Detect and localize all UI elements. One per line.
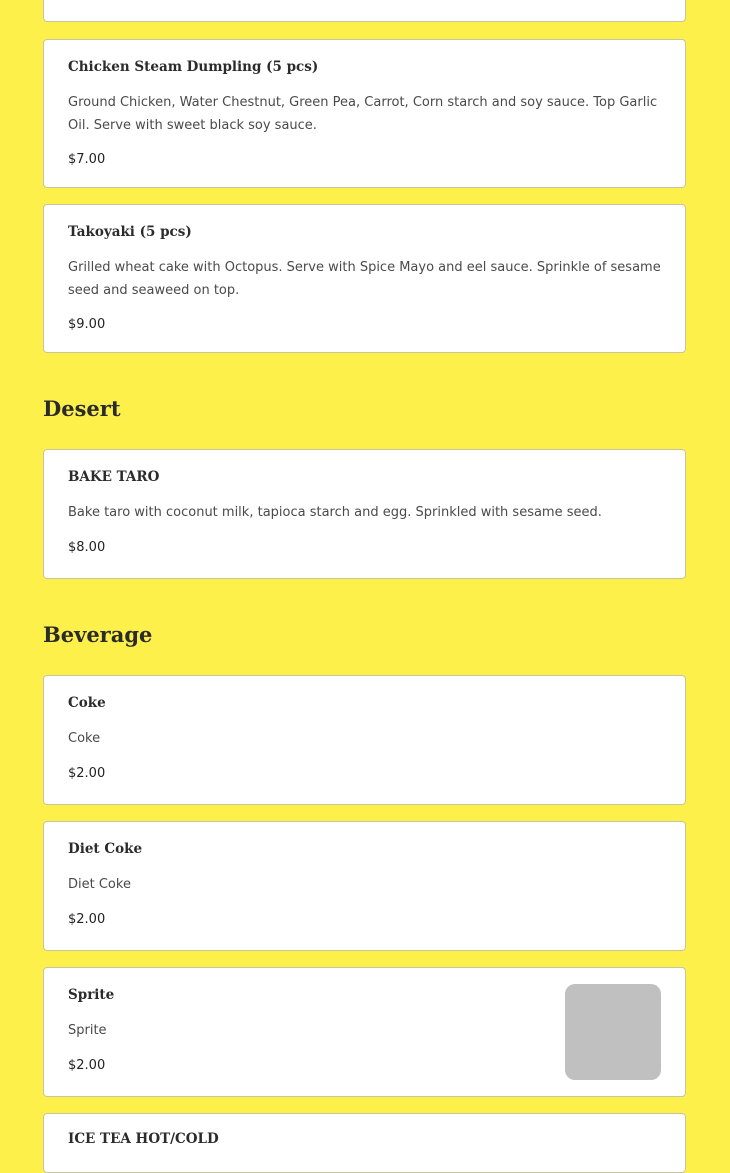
item-description: Diet Coke bbox=[68, 877, 131, 892]
item-image-placeholder bbox=[565, 984, 661, 1080]
item-name: Takoyaki (5 pcs) bbox=[68, 224, 192, 240]
item-name: Diet Coke bbox=[68, 841, 143, 857]
item-price: $8.00 bbox=[68, 540, 106, 555]
menu-item-card-sprite[interactable] bbox=[43, 967, 686, 1097]
item-price: $2.00 bbox=[68, 912, 106, 927]
section-title-desert: Desert bbox=[43, 396, 121, 421]
item-description: Ground Chicken, Water Chestnut, Green Pea, Carrot, Corn starch and soy sauce. Top Garlic Oil. Serve with sweet black soy sauce. bbox=[68, 95, 658, 133]
menu-item-card[interactable] bbox=[43, 0, 686, 22]
item-name: ICE TEA HOT/COLD bbox=[68, 1131, 219, 1147]
menu-item-card-takoyaki[interactable] bbox=[43, 204, 686, 353]
item-description: Sprite bbox=[68, 1023, 107, 1038]
menu-item-card-ice-tea[interactable] bbox=[43, 1113, 686, 1173]
menu-item-card-bake-taro[interactable] bbox=[43, 449, 686, 579]
item-price: $2.00 bbox=[68, 766, 106, 781]
item-description: Coke bbox=[68, 731, 101, 746]
item-name: BAKE TARO bbox=[68, 469, 160, 485]
menu-item-card-diet-coke[interactable] bbox=[43, 821, 686, 951]
item-price: $9.00 bbox=[68, 317, 106, 332]
item-description: Grilled wheat cake with Octopus. Serve with Spice Mayo and eel sauce. Sprinkle of sesame seed and seaweed on top. bbox=[68, 260, 661, 298]
item-price: $2.00 bbox=[68, 1058, 106, 1073]
menu-item-card-coke[interactable] bbox=[43, 675, 686, 805]
menu-item-card-chicken-steam-dumpling[interactable] bbox=[43, 39, 686, 188]
item-name: Coke bbox=[68, 695, 106, 711]
section-title-beverage: Beverage bbox=[43, 622, 153, 647]
item-name: Chicken Steam Dumpling (5 pcs) bbox=[68, 59, 319, 75]
item-price: $7.00 bbox=[68, 152, 106, 167]
item-description: Bake taro with coconut milk, tapioca starch and egg. Sprinkled with sesame seed. bbox=[68, 505, 602, 520]
item-name: Sprite bbox=[68, 987, 115, 1003]
